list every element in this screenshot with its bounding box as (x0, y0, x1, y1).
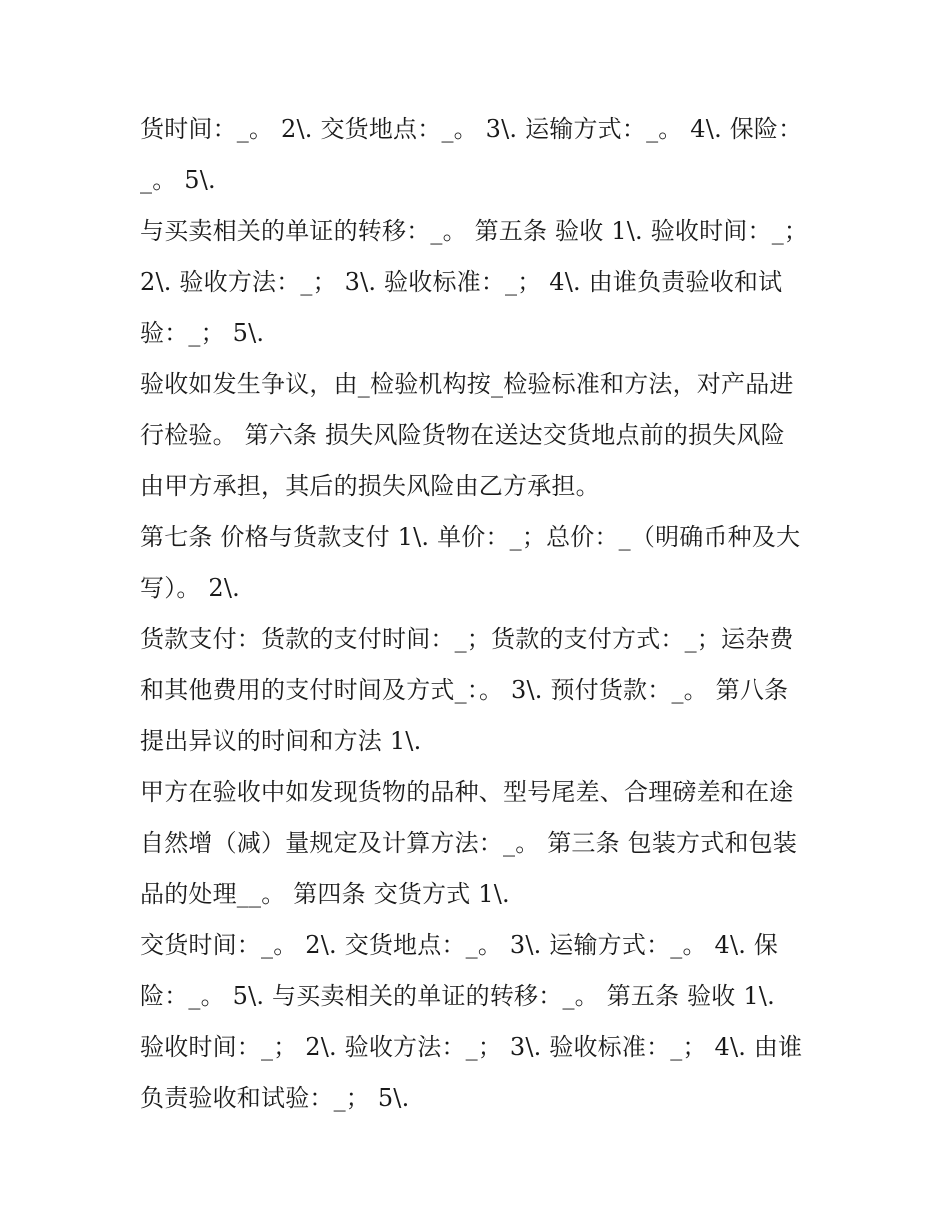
text-line: 负责验收和试验：_； 5\. (140, 1084, 410, 1112)
paragraph-delivery-repeat (140, 920, 830, 1124)
paragraph-delivery-intro (140, 104, 830, 206)
document-body (140, 104, 830, 1124)
text-line: 和其他费用的支付时间及方式_：。 3\. 预付货款：_。 第八条 (140, 676, 789, 704)
text-line: 与买卖相关的单证的转移：_。 第五条 验收 1\. 验收时间：_； (140, 217, 809, 245)
paragraph-inspection-packaging (140, 767, 830, 920)
text-line: 交货时间：_。 2\. 交货地点：_。 3\. 运输方式：_。 4\. 保 (140, 931, 779, 959)
text-line: 第七条 价格与货款支付 1\. 单价：_；总价：_（明确币种及大 (140, 523, 801, 551)
text-line: 写）。 2\. (140, 574, 241, 602)
paragraph-dispute-risk (140, 359, 830, 512)
paragraph-payment (140, 614, 830, 767)
text-line: 自然增（减）量规定及计算方法：_。 第三条 包装方式和包装 (140, 829, 798, 857)
text-line: 险：_。 5\. 与买卖相关的单证的转移：_。 第五条 验收 1\. (140, 982, 775, 1010)
text-line: 验：_； 5\. (140, 319, 265, 347)
text-line: 品的处理__。 第四条 交货方式 1\. (140, 880, 510, 908)
text-line: 提出异议的时间和方法 1\. (140, 727, 422, 755)
text-line: 行检验。 第六条 损失风险货物在送达交货地点前的损失风险 (140, 421, 785, 449)
text-line: 2\. 验收方法：_； 3\. 验收标准：_； 4\. 由谁负责验收和试 (140, 268, 783, 296)
text-line: 验收如发生争议，由_检验机构按_检验标准和方法，对产品进 (140, 370, 794, 398)
text-line: 货款支付：货款的支付时间：_；货款的支付方式：_；运杂费 (140, 625, 794, 653)
text-line: 由甲方承担，其后的损失风险由乙方承担。 (140, 472, 600, 500)
paragraph-acceptance (140, 206, 830, 359)
text-line: 货时间：_。 2\. 交货地点：_。 3\. 运输方式：_。 4\. 保险： (140, 115, 803, 143)
text-line: 甲方在验收中如发现货物的品种、型号尾差、合理磅差和在途 (140, 778, 794, 806)
text-line: _。 5\. (140, 166, 216, 194)
paragraph-price (140, 512, 830, 614)
text-line: 验收时间：_； 2\. 验收方法：_； 3\. 验收标准：_； 4\. 由谁 (140, 1033, 803, 1061)
